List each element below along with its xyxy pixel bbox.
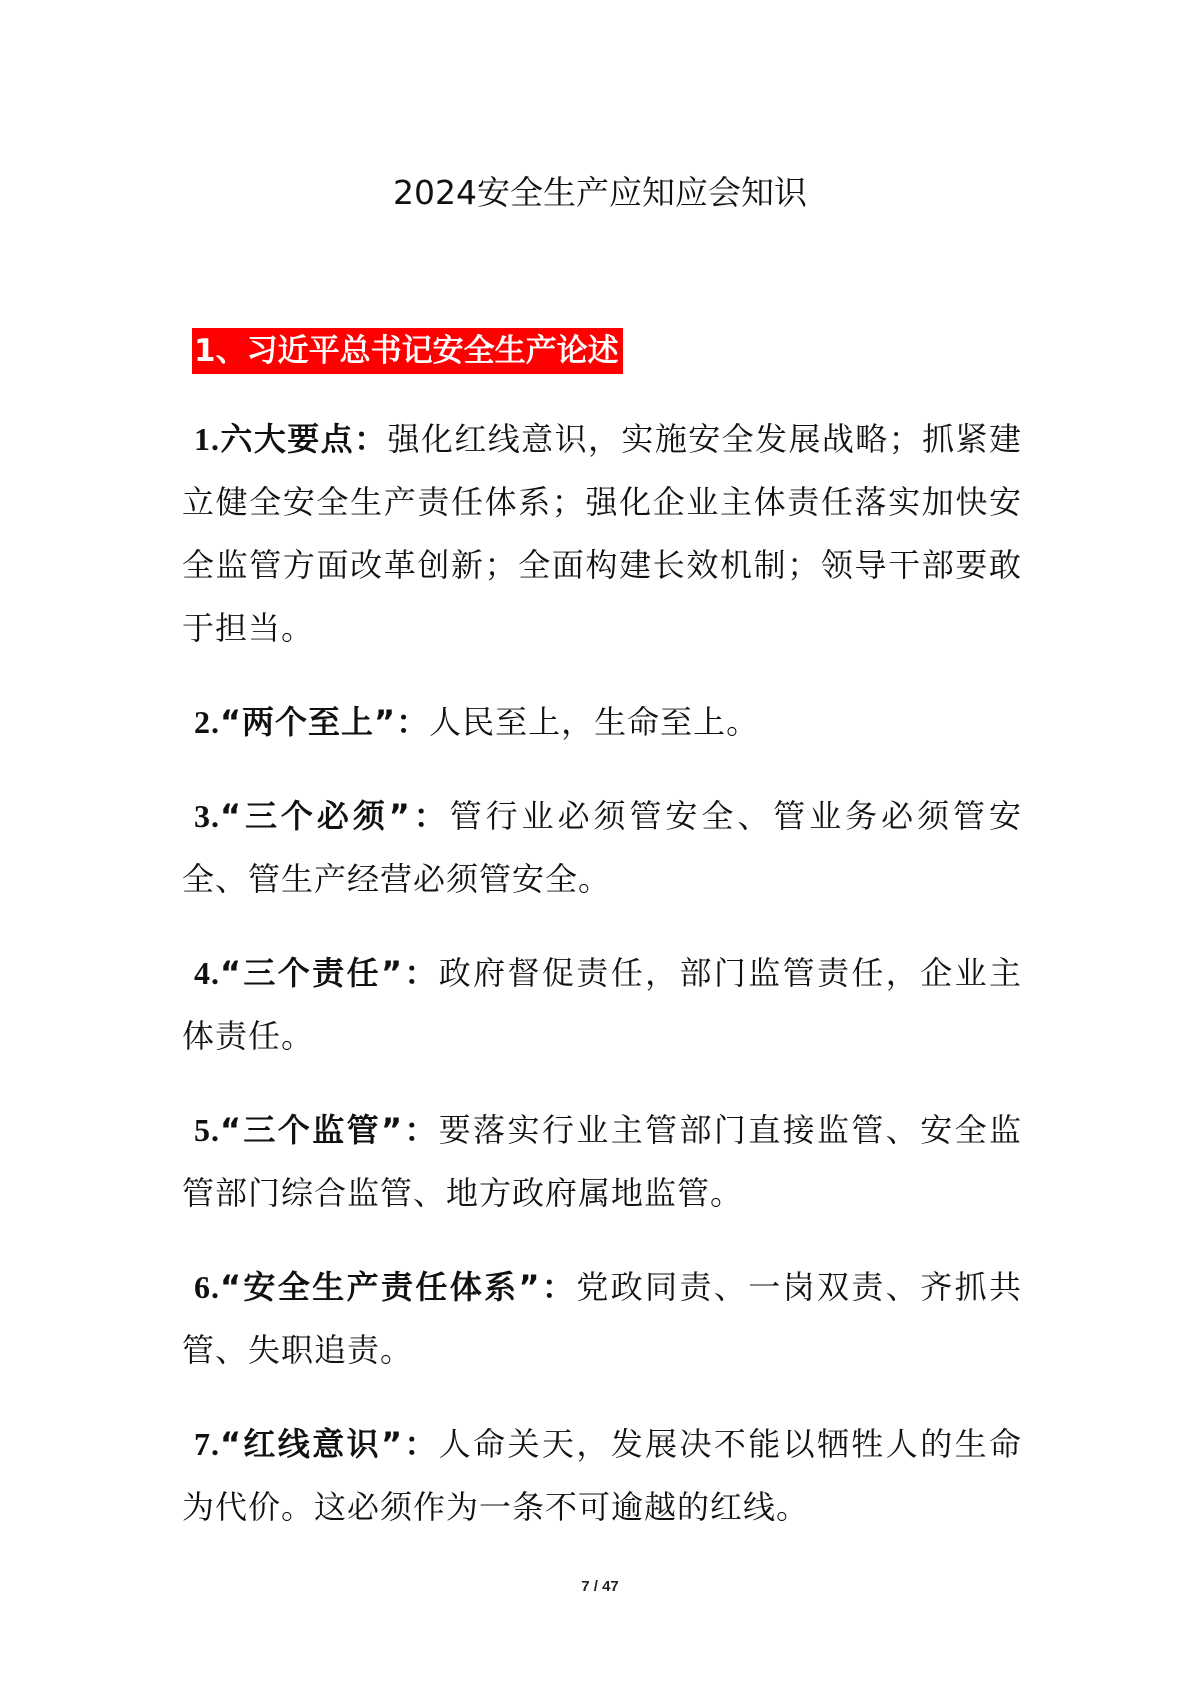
item-lead — [182, 1111, 439, 1149]
item-separator: ： — [540, 1268, 577, 1306]
item-lead — [182, 797, 450, 835]
item-text: 管行业必须管安全、管业务必须管安全、管生产经营必须管安全。 — [182, 797, 1022, 898]
item-number: 7. — [194, 1426, 220, 1462]
item-text: 人民至上，生命至上。 — [429, 703, 760, 741]
item-term: “红线意识” — [220, 1425, 403, 1463]
item-separator: ： — [403, 954, 439, 992]
list-item — [182, 691, 1022, 754]
list-item — [182, 785, 1022, 911]
item-lead — [182, 1425, 439, 1463]
item-separator: ： — [410, 797, 450, 835]
page-number: 7 / 47 — [581, 1578, 619, 1595]
item-number: 4. — [194, 955, 220, 991]
item-text: 要落实行业主管部门直接监管、安全监管部门综合监管、地方政府属地监管。 — [182, 1111, 1022, 1212]
document-body — [182, 408, 1022, 1570]
item-term: “安全生产责任体系” — [220, 1268, 541, 1306]
document-title: 2024安全生产应知应会知识 — [393, 173, 807, 212]
item-separator: ： — [403, 1425, 439, 1463]
item-term: 六大要点 — [220, 420, 355, 458]
list-item — [182, 942, 1022, 1068]
item-separator: ： — [403, 1111, 439, 1149]
item-text: 党政同责、一岗双责、齐抓共管、失职追责。 — [182, 1268, 1022, 1369]
item-number: 1. — [194, 421, 220, 457]
item-number: 3. — [194, 798, 220, 834]
item-term: “两个至上” — [220, 703, 397, 741]
list-item — [182, 1413, 1022, 1539]
item-lead — [182, 703, 429, 741]
item-term: “三个监管” — [220, 1111, 403, 1149]
item-separator: ： — [354, 420, 388, 458]
item-text: 政府督促责任，部门监管责任，企业主体责任。 — [182, 954, 1022, 1055]
item-lead — [182, 420, 388, 458]
item-separator: ： — [396, 703, 430, 741]
item-lead — [182, 1268, 576, 1306]
item-text: 人命关天，发展决不能以牺牲人的生命为代价。这必须作为一条不可逾越的红线。 — [182, 1425, 1022, 1526]
list-item — [182, 1099, 1022, 1225]
list-item — [182, 1256, 1022, 1382]
section-heading-highlighted: 1、习近平总书记安全生产论述 — [192, 328, 623, 374]
item-term: “三个必须” — [220, 797, 411, 835]
item-lead — [182, 954, 439, 992]
item-term: “三个责任” — [220, 954, 403, 992]
list-item — [182, 408, 1022, 660]
item-number: 6. — [194, 1269, 220, 1305]
item-number: 2. — [194, 704, 220, 740]
item-number: 5. — [194, 1112, 220, 1148]
item-text: 强化红线意识，实施安全发展战略；抓紧建立健全安全生产责任体系；强化企业主体责任落实加快安全监管方面改革创新；全面构建长效机制；领导干部要敢于担当。 — [182, 420, 1022, 647]
